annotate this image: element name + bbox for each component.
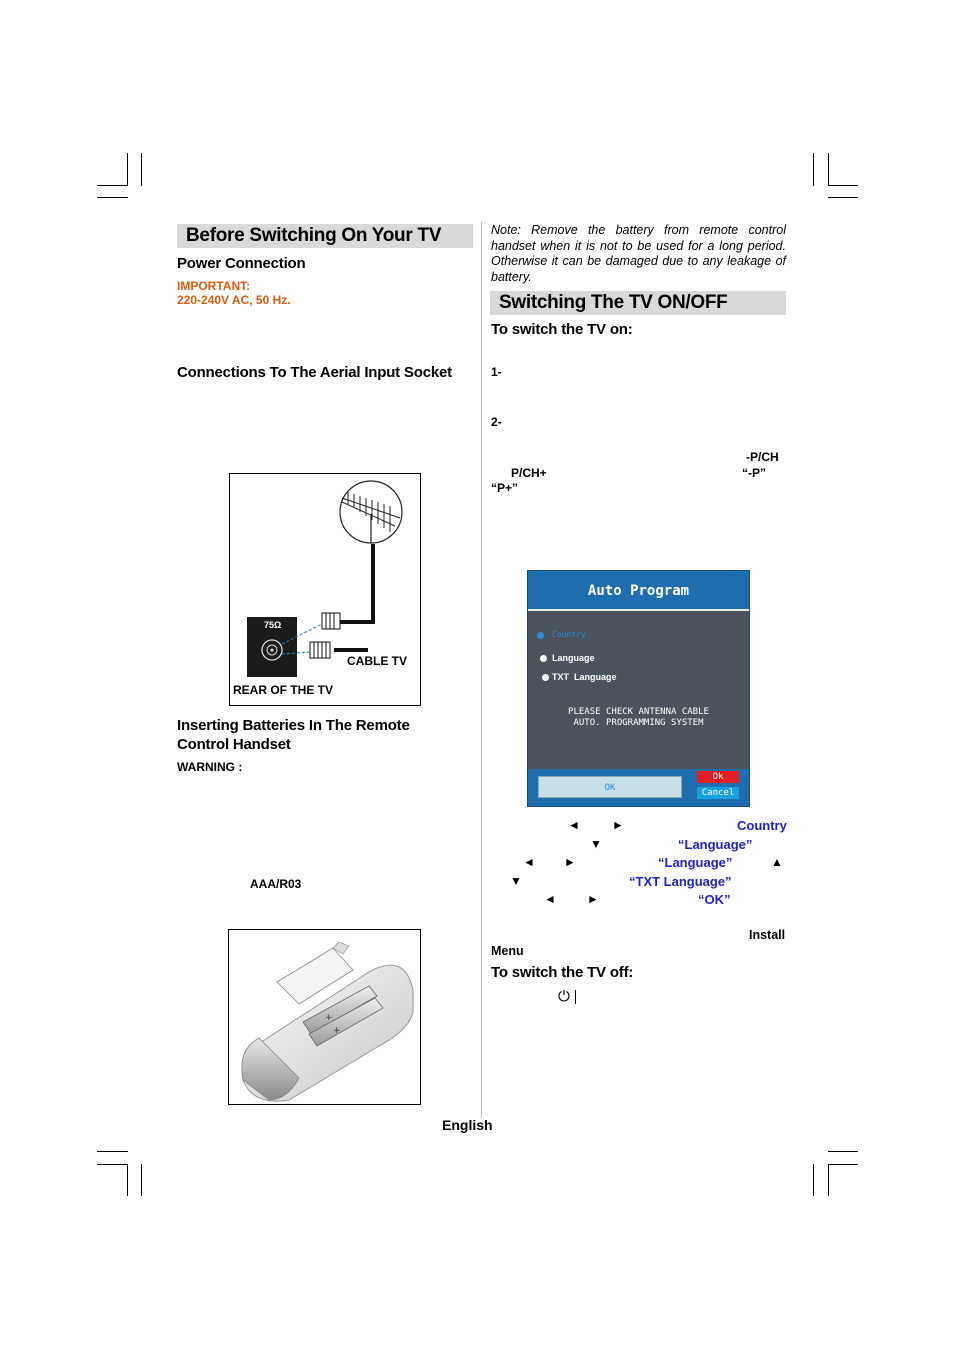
plug-top [322,613,340,629]
language-term: “Language” [658,855,733,870]
left-arrow-icon: ◄ [544,892,556,906]
voltage-label: 220-240V AC, 50 Hz. [177,293,291,307]
menu-item-label: Language [552,653,595,663]
switch-off-heading: To switch the TV off: [491,964,634,981]
svg-text:+: + [325,1013,333,1023]
crop-mark [141,153,142,186]
switch-on-heading: To switch the TV on: [491,321,633,338]
batteries-heading-line1: Inserting Batteries In The Remote [177,717,410,734]
aerial-diagram [230,474,420,705]
radio-dot-icon [537,632,544,639]
power-connection-heading: Power Connection [177,255,306,272]
left-arrow-icon: ◄ [523,855,535,869]
power-icon-bar [575,990,576,1004]
crop-mark [97,1164,128,1165]
txt-language-term: “TXT Language” [629,874,732,889]
ok-button[interactable]: Ok [697,771,739,783]
auto-program-menu [527,570,750,807]
crop-mark [828,1164,829,1196]
menu-item-label: TXT Language [552,672,617,682]
warning-label: WARNING : [177,760,243,774]
menu-item-label: Country [552,630,586,639]
power-icon: ⏻ [558,987,570,1005]
ok-field[interactable]: OK [538,776,682,798]
section-title-switching: Switching The TV ON/OFF [490,291,786,315]
language-term: “Language” [678,837,753,852]
pch-minus-label: -P/CH [746,450,779,464]
menu-message-line1: PLEASE CHECK ANTENNA CABLE [568,707,709,717]
crop-mark [127,153,128,186]
right-arrow-icon: ► [612,818,624,832]
important-label: IMPORTANT: [177,279,251,293]
crop-mark [141,1164,142,1196]
radio-dot-icon [540,655,547,662]
menu-title: Auto Program [587,583,690,599]
svg-text:+: + [333,1026,341,1036]
step-2: 2- [491,415,502,429]
crop-mark [97,197,128,198]
step-1: 1- [491,365,502,379]
antenna-icon [340,481,402,543]
crop-mark [127,1164,128,1196]
crop-mark [97,185,128,186]
install-label: Install [749,928,786,942]
p-minus-label: “-P” [742,466,766,480]
crop-mark [813,1164,814,1196]
aerial-cable [340,544,373,622]
crop-mark [97,1151,128,1152]
down-arrow-icon: ▼ [590,837,602,851]
menu-item-txt-language[interactable] [536,672,736,684]
page-language-footer: English [442,1117,493,1133]
right-arrow-icon: ► [587,892,599,906]
aerial-heading: Connections To The Aerial Input Socket [177,364,452,381]
ok-term: “OK” [698,892,731,907]
crop-mark [828,1164,858,1165]
crop-mark [828,1151,858,1152]
crop-mark [828,197,858,198]
remote-battery-figure [228,929,421,1105]
section-title-before-switching: Before Switching On Your TV [177,224,473,248]
down-arrow-icon: ▼ [510,874,522,888]
up-arrow-icon: ▲ [771,855,783,869]
menu-item-country[interactable] [536,630,736,642]
right-arrow-icon: ► [564,855,576,869]
column-divider [481,222,482,1118]
crop-mark [828,185,858,186]
menu-item-language[interactable] [536,653,736,665]
radio-dot-icon [542,674,549,681]
cancel-button[interactable]: Cancel [697,787,739,799]
crop-mark [828,153,829,186]
battery-note: Note: Remove the battery from remote control handset when it is not to be used for a long period. Otherwise it can be damaged due to any leakage of battery. [491,223,786,284]
pch-plus-label: P/CH+ [511,466,547,480]
battery-type: AAA/R03 [250,877,302,891]
country-term: Country [737,818,787,833]
menu-message-line2: AUTO. PROGRAMMING SYSTEM [573,718,704,728]
ohm-label: 75Ω [264,620,282,630]
cable-tv-label: CABLE TV [347,654,407,668]
rear-of-tv-label: REAR OF THE TV [233,683,334,697]
p-plus-label: “P+” [491,481,519,495]
batteries-heading-line2: Control Handset [177,736,291,753]
remote-battery-illustration [229,930,420,1104]
left-arrow-icon: ◄ [568,818,580,832]
aerial-connection-figure [229,473,421,706]
menu-label: Menu [491,944,524,958]
plug-bottom [310,642,330,658]
crop-mark [813,153,814,186]
